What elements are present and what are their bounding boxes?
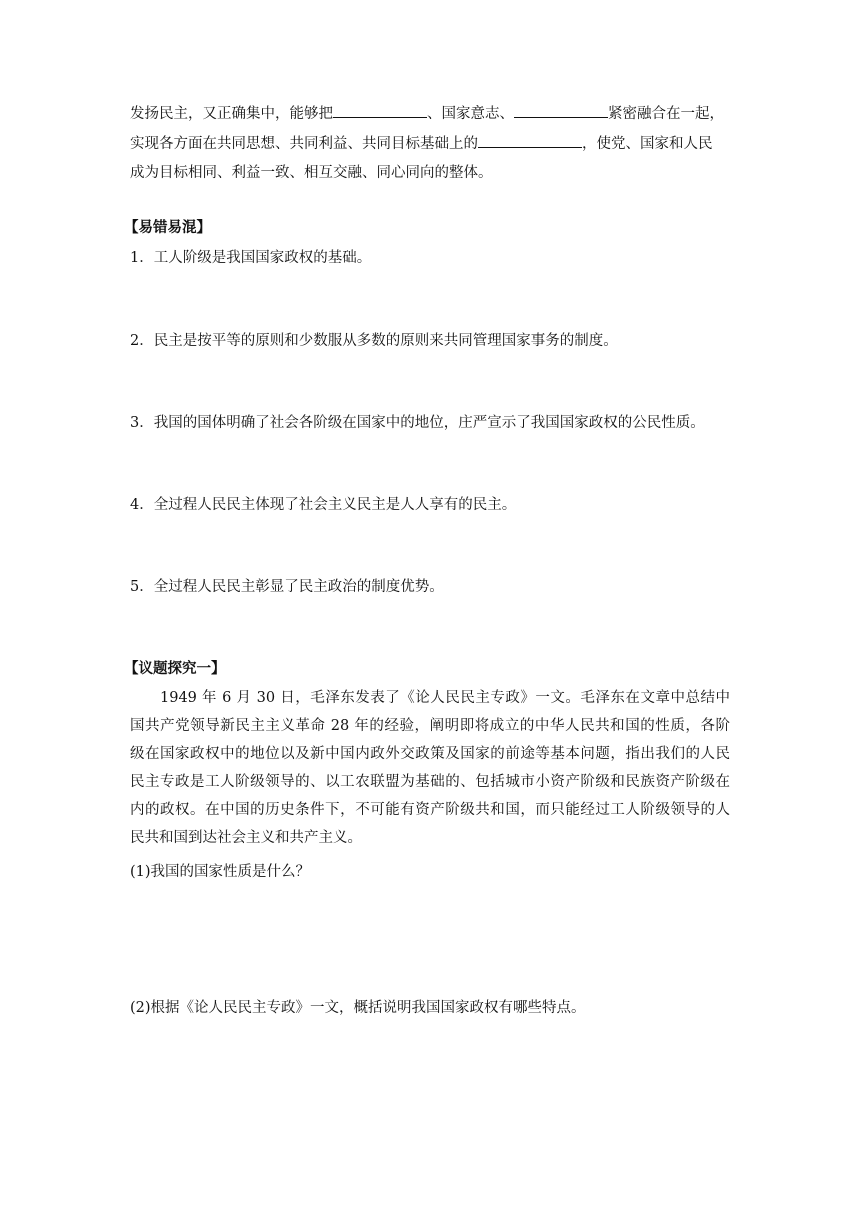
error-item-3: 3．我国的国体明确了社会各阶级在国家中的地位，庄严宣示了我国国家政权的公民性质。: [130, 415, 705, 431]
blank-field[interactable]: [478, 133, 582, 148]
blank-field[interactable]: [333, 103, 427, 118]
intro-text: 发扬民主，又正确集中，能够把: [130, 106, 333, 122]
intro-text: ，使党、国家和人民: [582, 136, 713, 152]
topic-paragraph-line: 民主专政是工人阶级领导的、以工农联盟为基础的、包括城市小资产阶级和民族资产阶级在: [130, 774, 730, 790]
question-1: (1)我国的国家性质是什么？: [130, 864, 311, 880]
topic-paragraph-line: 内的政权。在中国的历史条件下，不可能有资产阶级共和国，而只能经过工人阶级领导的人: [130, 802, 730, 818]
error-item-2: 2．民主是按平等的原则和少数服从多数的原则来共同管理国家事务的制度。: [130, 333, 618, 349]
blank-field[interactable]: [514, 103, 608, 118]
topic-paragraph-line: 国共产党领导新民主主义革命 28 年的经验，阐明即将成立的中华人民共和国的性质，各阶: [130, 718, 730, 734]
intro-line-3: 成为目标相同、利益一致、相互交融、同心同向的整体。: [130, 165, 493, 181]
topic-heading: 【议题探究一】: [124, 660, 226, 677]
intro-text: 紧密融合在一起，: [608, 106, 724, 122]
error-item-5: 5．全过程人民民主彰显了民主政治的制度优势。: [130, 579, 444, 595]
error-item-1: 1．工人阶级是我国国家政权的基础。: [130, 250, 372, 266]
topic-paragraph-line: 级在国家政权中的地位以及新中国内政外交政策及国家的前途等基本问题，指出我们的人民: [130, 746, 730, 762]
question-2: (2)根据《论人民民主专政》一文，概括说明我国国家政权有哪些特点。: [130, 1000, 586, 1016]
intro-line-1: [130, 103, 724, 124]
intro-text: 、国家意志、: [427, 106, 514, 122]
topic-paragraph-line: 民共和国到达社会主义和共产主义。: [130, 830, 362, 846]
error-item-4: 4．全过程人民民主体现了社会主义民主是人人享有的民主。: [130, 497, 517, 513]
intro-text: 实现各方面在共同思想、共同利益、共同目标基础上的: [130, 136, 478, 152]
error-section-heading: 【易错易混】: [124, 219, 211, 236]
intro-line-2: [130, 133, 713, 154]
topic-paragraph-line: 1949 年 6 月 30 日，毛泽东发表了《论人民民主专政》一文。毛泽东在文章中总结中: [160, 690, 730, 706]
